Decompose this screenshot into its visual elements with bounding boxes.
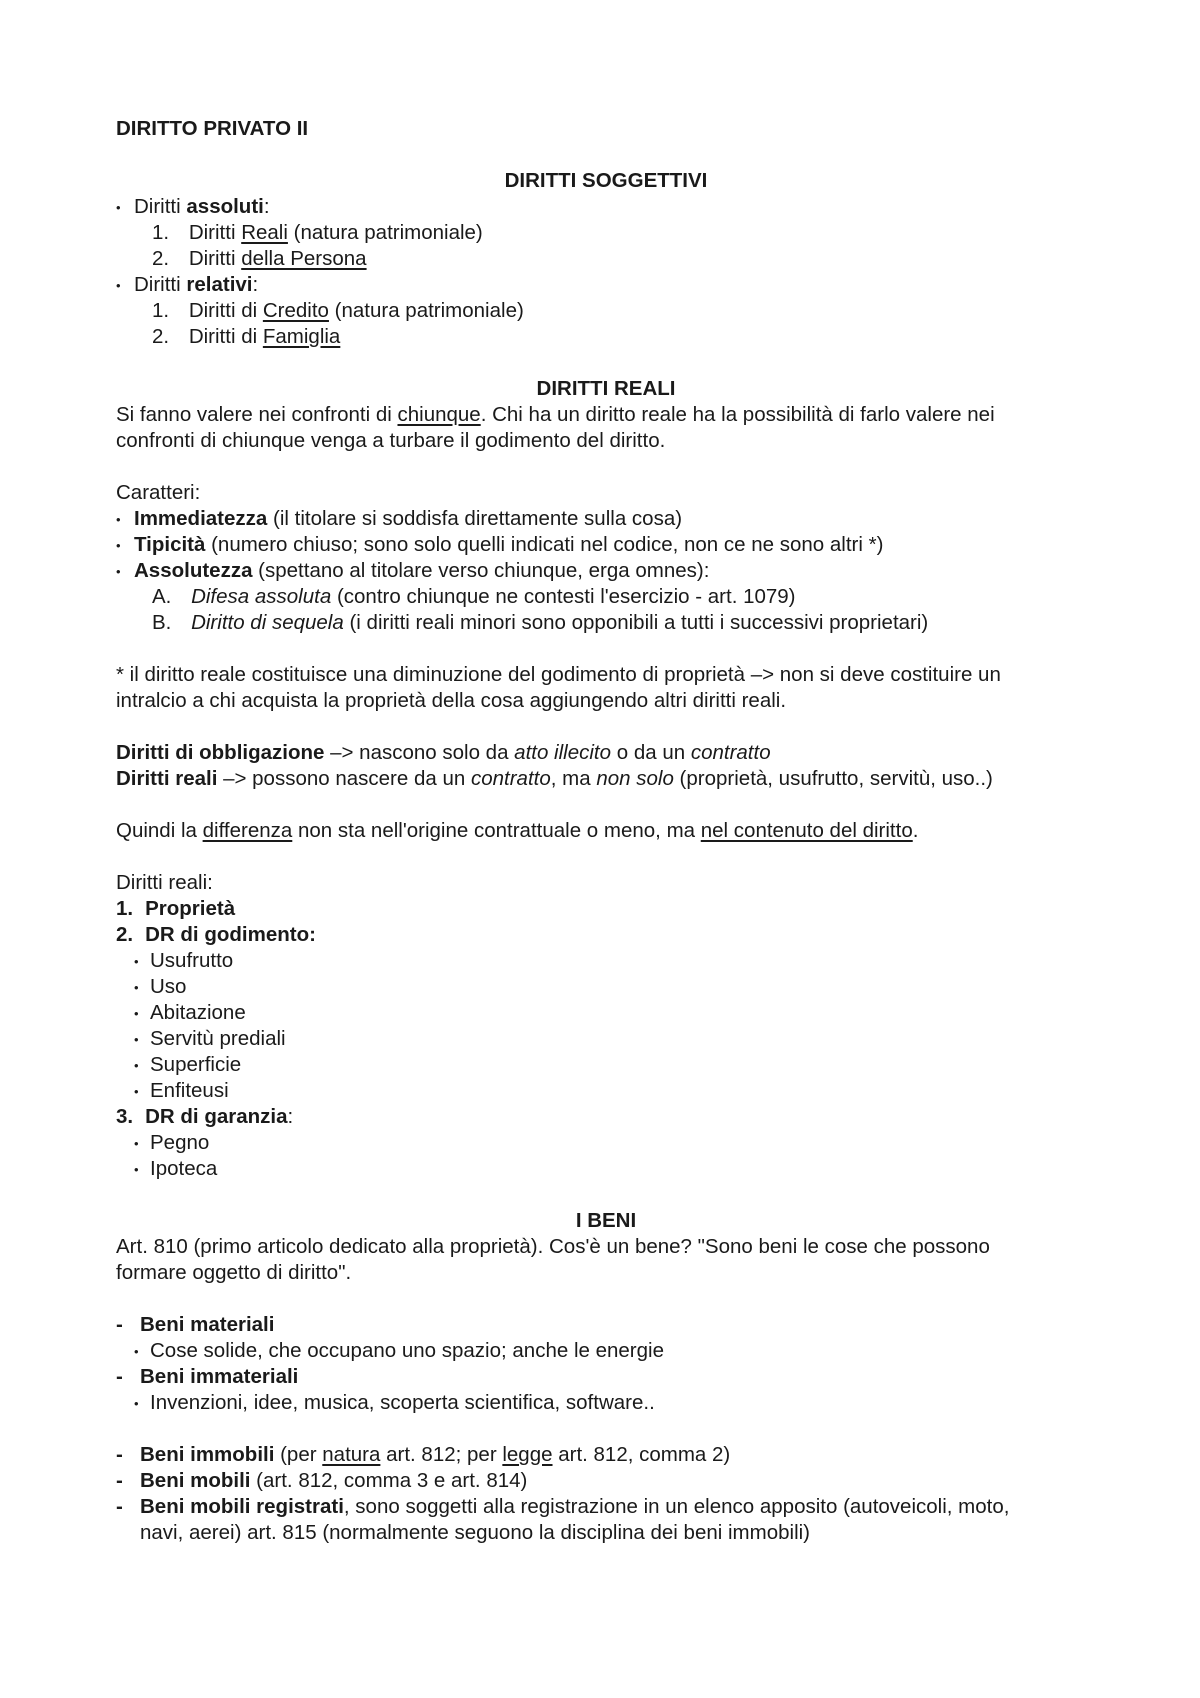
text: –> possono nascere da un [217, 767, 471, 790]
text-bold: Beni mobili [140, 1469, 251, 1492]
text: (per [274, 1443, 323, 1466]
list-number: 1. [116, 897, 134, 920]
diritti-reali-label: Diritti reali: [116, 871, 213, 894]
bullet-icon: • [134, 1032, 139, 1047]
bullet-icon: • [116, 538, 121, 553]
list-item [134, 1052, 241, 1078]
list-number: 2. [116, 923, 134, 946]
list-item-assolutezza [116, 558, 709, 584]
list-item [134, 1156, 217, 1182]
bullet-icon: • [134, 1058, 139, 1073]
text: (i diritti reali minori sono opponibili a tutti i successivi proprietari) [343, 611, 929, 634]
document-title: DIRITTO PRIVATO II [116, 117, 309, 140]
text-underlined: differenza [202, 819, 293, 842]
text: Ipoteca [150, 1157, 218, 1180]
text: (natura patrimoniale) [328, 299, 524, 322]
text-underlined: natura [322, 1443, 381, 1466]
text-italic: Diritto di sequela [191, 611, 344, 634]
bullet-icon: • [134, 1084, 139, 1099]
text: : [263, 195, 270, 218]
list-number: 3. [116, 1105, 134, 1128]
reali-line [116, 766, 993, 792]
heading-diritti-reali: DIRITTI REALI [536, 377, 676, 400]
list-item-famiglia [152, 324, 340, 350]
list-item-immediatezza [116, 506, 682, 532]
text: (proprietà, usufrutto, servitù, uso..) [673, 767, 993, 790]
text: . Chi ha un diritto reale ha la possibilità di farlo valere nei [480, 403, 995, 426]
text: (il titolare si soddisfa direttamente sulla cosa) [267, 507, 683, 530]
list-item [134, 974, 186, 1000]
dash-icon: - [116, 1365, 123, 1388]
list-number: 1. [152, 299, 170, 322]
text: Diritti di [188, 325, 263, 348]
text: Usufrutto [150, 949, 234, 972]
text-underlined: legge [502, 1443, 553, 1466]
bullet-icon: • [134, 1136, 139, 1151]
bullet-icon: • [116, 200, 121, 215]
text: , ma [550, 767, 597, 790]
list-item [134, 948, 233, 974]
text: Diritti [134, 273, 187, 296]
text: Abitazione [150, 1001, 246, 1024]
text: Enfiteusi [150, 1079, 229, 1102]
paragraph-line: formare oggetto di diritto". [116, 1261, 352, 1284]
text-bold: Immediatezza [134, 507, 268, 530]
text-underlined: nel contenuto del diritto [700, 819, 913, 842]
text: Diritti [188, 247, 242, 270]
text-italic: Difesa assoluta [191, 585, 332, 608]
text-italic: non solo [596, 767, 674, 790]
text: Pegno [150, 1131, 210, 1154]
list-item-beni-materiali [116, 1312, 274, 1338]
text: art. 812; per [380, 1443, 503, 1466]
bullet-icon: • [134, 1344, 139, 1359]
obbligazione-line [116, 740, 771, 766]
bullet-icon: • [134, 980, 139, 995]
dash-icon: - [116, 1495, 123, 1518]
list-item-tipicita [116, 532, 883, 558]
text-underlined: Credito [262, 299, 329, 322]
text-italic: atto illecito [514, 741, 612, 764]
bullet-icon: • [134, 1162, 139, 1177]
text: (numero chiuso; sono solo quelli indicati nel codice, non ce ne sono altri *) [205, 533, 884, 556]
text-italic: contratto [690, 741, 771, 764]
text: Invenzioni, idee, musica, scoperta scientifica, software.. [150, 1391, 655, 1414]
note-line: intralcio a chi acquista la proprietà della cosa aggiungendo altri diritti reali. [116, 689, 787, 712]
paragraph-line: Art. 810 (primo articolo dedicato alla proprietà). Cos'è un bene? "Sono beni le cose che possono [116, 1235, 990, 1258]
text: non sta nell'origine contrattuale o meno, ma [292, 819, 701, 842]
text: Quindi la [116, 819, 203, 842]
bullet-icon: • [134, 954, 139, 969]
text: (contro chiunque ne contesti l'esercizio - art. 1079) [331, 585, 796, 608]
text: Si fanno valere nei confronti di [116, 403, 398, 426]
dash-icon: - [116, 1469, 123, 1492]
heading-i-beni: I BENI [575, 1209, 637, 1232]
bullet-icon: • [134, 1006, 139, 1021]
text: Diritti [188, 221, 242, 244]
text: –> nascono solo da [324, 741, 515, 764]
text-bold: Tipicità [134, 533, 206, 556]
list-number: 2. [152, 247, 170, 270]
text-bold: Diritti di obbligazione [116, 741, 325, 764]
text: Diritti di [188, 299, 263, 322]
dash-icon: - [116, 1313, 123, 1336]
text: (spettano al titolare verso chiunque, erga omnes): [252, 559, 710, 582]
list-item [134, 1390, 655, 1416]
list-item-relativi [116, 272, 258, 298]
list-letter: B. [152, 611, 172, 634]
text: (natura patrimoniale) [287, 221, 483, 244]
note-line: * il diritto reale costituisce una diminuzione del godimento di proprietà –> non si deve costituire un [116, 663, 1001, 686]
text: art. 812, comma 2) [552, 1443, 731, 1466]
text-italic: contratto [470, 767, 551, 790]
paragraph-line [116, 402, 995, 428]
list-item [134, 1078, 229, 1104]
text: Cose solide, che occupano uno spazio; anche le energie [150, 1339, 664, 1362]
list-number: 2. [152, 325, 170, 348]
bullet-icon: • [134, 1396, 139, 1411]
bullet-icon: • [116, 512, 121, 527]
text: (art. 812, comma 3 e art. 814) [250, 1469, 528, 1492]
list-item-beni-immateriali [116, 1364, 298, 1390]
text: , sono soggetti alla registrazione in un elenco apposito (autoveicoli, moto, [343, 1495, 1010, 1518]
list-letter: A. [152, 585, 172, 608]
text-bold: Beni immateriali [140, 1365, 299, 1388]
list-item-credito [152, 298, 524, 324]
text-bold: Beni materiali [140, 1313, 275, 1336]
text-bold: Assolutezza [134, 559, 253, 582]
list-item-godimento [116, 922, 316, 948]
text-bold: DR di godimento: [145, 923, 316, 946]
text-underlined: chiunque [397, 403, 481, 426]
text: : [287, 1105, 294, 1128]
heading-diritti-soggettivi: DIRITTI SOGGETTIVI [504, 169, 708, 192]
list-item [134, 1026, 286, 1052]
list-number: 1. [152, 221, 170, 244]
text: o da un [611, 741, 691, 764]
text-bold: relativi [186, 273, 253, 296]
text: Servitù prediali [150, 1027, 286, 1050]
paragraph-line: confronti di chiunque venga a turbare il godimento del diritto. [116, 429, 666, 452]
bullet-icon: • [116, 564, 121, 579]
list-item-assoluti [116, 194, 270, 220]
text-underlined: Reali [241, 221, 288, 244]
list-item-proprieta [116, 896, 235, 922]
text-underlined: Famiglia [262, 325, 341, 348]
text: : [252, 273, 259, 296]
list-item-garanzia [116, 1104, 293, 1130]
list-item-beni-registrati [116, 1494, 1009, 1520]
text: . [912, 819, 919, 842]
list-item-sequela [152, 610, 928, 636]
quindi-line [116, 818, 918, 844]
text-bold: Beni immobili [140, 1443, 275, 1466]
text: Superficie [150, 1053, 242, 1076]
list-item-reali [152, 220, 483, 246]
list-item [134, 1130, 209, 1156]
list-item-persona [152, 246, 367, 272]
text-bold: DR di garanzia [145, 1105, 288, 1128]
text: Uso [150, 975, 187, 998]
list-item [134, 1000, 246, 1026]
list-item-difesa [152, 584, 796, 610]
text-bold: Beni mobili registrati [140, 1495, 344, 1518]
text-bold: Diritti reali [116, 767, 218, 790]
dash-icon: - [116, 1443, 123, 1466]
list-item [134, 1338, 664, 1364]
caratteri-label: Caratteri: [116, 481, 201, 504]
text-bold: assoluti [186, 195, 264, 218]
text: Diritti [134, 195, 187, 218]
bullet-icon: • [116, 278, 121, 293]
text-bold: Proprietà [145, 897, 236, 920]
list-item-beni-mobili [116, 1468, 527, 1494]
text-underlined: della Persona [241, 247, 367, 270]
list-item-beni-immobili [116, 1442, 730, 1468]
list-item-continuation: navi, aerei) art. 815 (normalmente seguono la disciplina dei beni immobili) [140, 1521, 811, 1544]
